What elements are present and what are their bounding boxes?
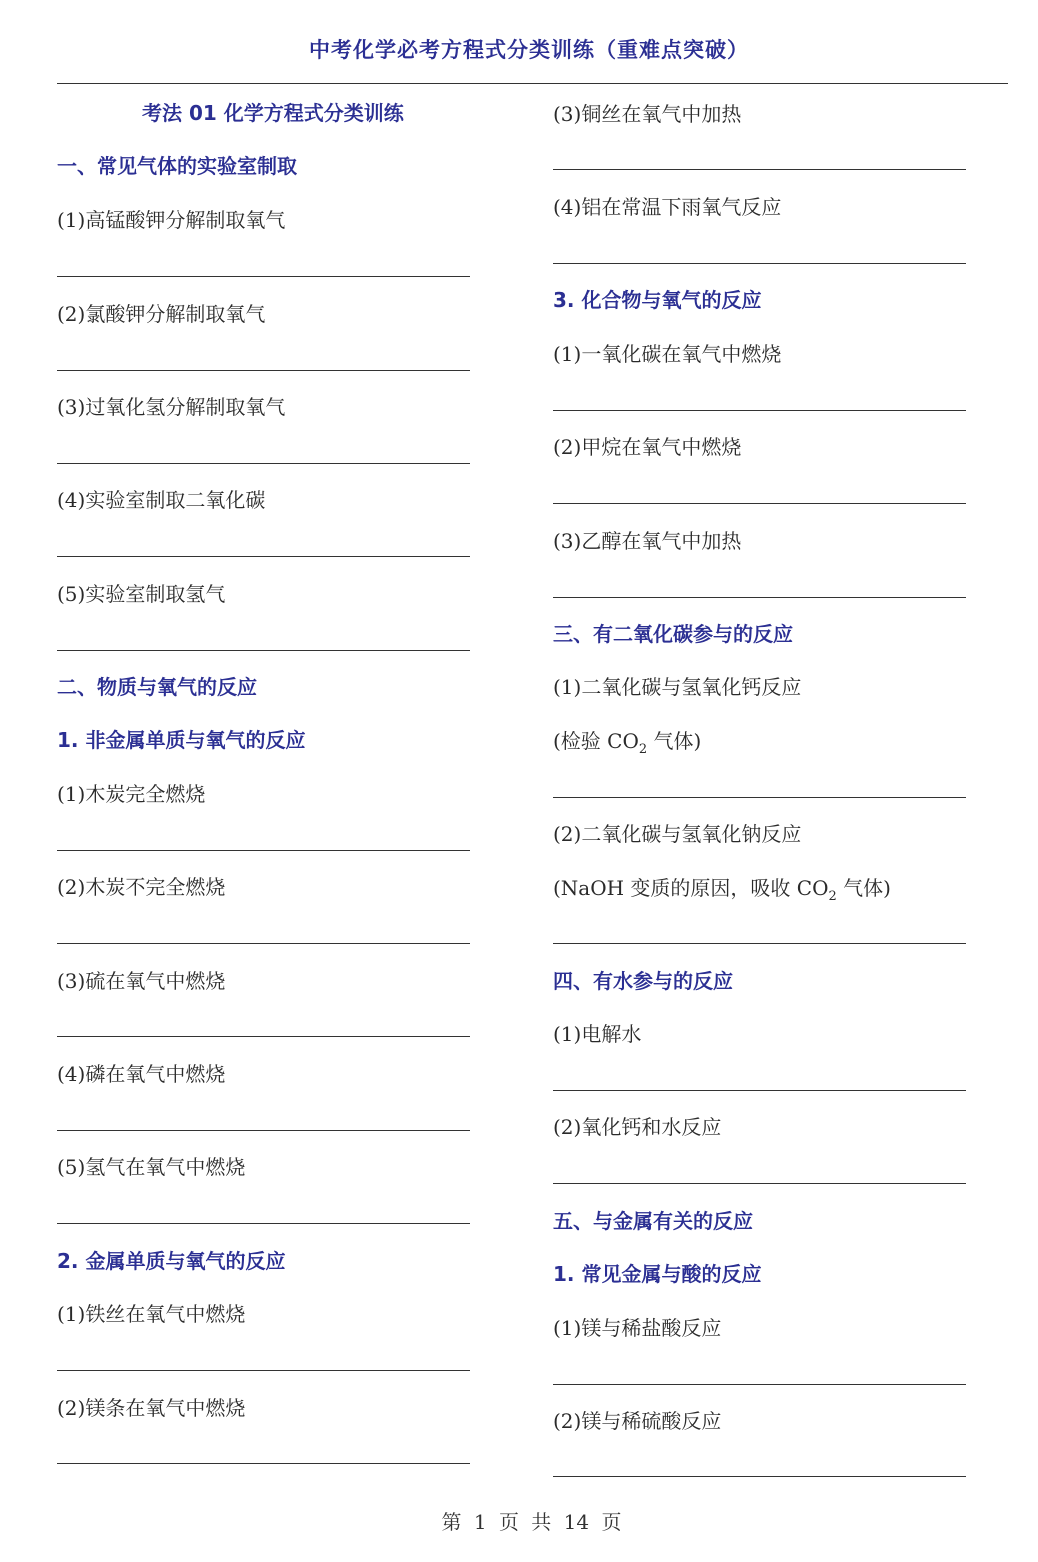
question-note bbox=[553, 725, 701, 757]
answer-line[interactable] bbox=[553, 943, 966, 944]
section-heading: 五、与金属有关的反应 bbox=[553, 1209, 753, 1233]
answer-line[interactable] bbox=[57, 650, 470, 651]
header-divider bbox=[57, 83, 1008, 84]
answer-line[interactable] bbox=[553, 263, 966, 264]
question-item: (4)铝在常温下雨氧气反应 bbox=[553, 195, 782, 219]
question-item: (1)高锰酸钾分解制取氧气 bbox=[57, 208, 286, 232]
question-item: (3)硫在氧气中燃烧 bbox=[57, 969, 226, 993]
subscript: 2 bbox=[828, 889, 837, 904]
question-item: (2)木炭不完全燃烧 bbox=[57, 875, 226, 899]
note-text: 气体) bbox=[836, 876, 891, 900]
column-title: 考法 01 化学方程式分类训练 bbox=[142, 101, 404, 125]
answer-line[interactable] bbox=[57, 1036, 470, 1037]
question-item: (3)铜丝在氧气中加热 bbox=[553, 102, 742, 126]
subsection-heading: 1. 常见金属与酸的反应 bbox=[553, 1262, 762, 1286]
answer-line[interactable] bbox=[57, 370, 470, 371]
question-item: (1)一氧化碳在氧气中燃烧 bbox=[553, 342, 782, 366]
note-text: (检验 CO bbox=[553, 729, 639, 753]
answer-line[interactable] bbox=[553, 1183, 966, 1184]
question-item: (3)过氧化氢分解制取氧气 bbox=[57, 395, 286, 419]
answer-line[interactable] bbox=[553, 1476, 966, 1477]
answer-line[interactable] bbox=[57, 1223, 470, 1224]
answer-line[interactable] bbox=[553, 169, 966, 170]
question-item: (2)氧化钙和水反应 bbox=[553, 1115, 722, 1139]
question-item: (2)氯酸钾分解制取氧气 bbox=[57, 302, 266, 326]
subsection-heading: 3. 化合物与氧气的反应 bbox=[553, 288, 762, 312]
question-item: (5)氢气在氧气中燃烧 bbox=[57, 1155, 246, 1179]
question-note bbox=[553, 872, 891, 904]
question-item: (2)镁条在氧气中燃烧 bbox=[57, 1396, 246, 1420]
answer-line[interactable] bbox=[57, 1463, 470, 1464]
page-header-title: 中考化学必考方程式分类训练（重难点突破） bbox=[309, 38, 749, 62]
question-item: (1)铁丝在氧气中燃烧 bbox=[57, 1302, 246, 1326]
answer-line[interactable] bbox=[553, 1384, 966, 1385]
question-item: (2)甲烷在氧气中燃烧 bbox=[553, 435, 742, 459]
question-item: (1)二氧化碳与氢氧化钙反应 bbox=[553, 675, 802, 699]
section-heading: 四、有水参与的反应 bbox=[553, 969, 733, 993]
answer-line[interactable] bbox=[553, 410, 966, 411]
subsection-heading: 1. 非金属单质与氧气的反应 bbox=[57, 728, 306, 752]
answer-line[interactable] bbox=[553, 503, 966, 504]
answer-line[interactable] bbox=[553, 597, 966, 598]
question-item: (1)镁与稀盐酸反应 bbox=[553, 1316, 722, 1340]
answer-line[interactable] bbox=[57, 1370, 470, 1371]
subsection-heading: 2. 金属单质与氧气的反应 bbox=[57, 1249, 286, 1273]
answer-line[interactable] bbox=[553, 1090, 966, 1091]
question-item: (2)镁与稀硫酸反应 bbox=[553, 1409, 722, 1433]
answer-line[interactable] bbox=[57, 463, 470, 464]
note-text: 气体) bbox=[647, 729, 702, 753]
answer-line[interactable] bbox=[57, 276, 470, 277]
section-heading: 一、常见气体的实验室制取 bbox=[57, 154, 297, 178]
answer-line[interactable] bbox=[553, 797, 966, 798]
question-item: (4)磷在氧气中燃烧 bbox=[57, 1062, 226, 1086]
question-item: (2)二氧化碳与氢氧化钠反应 bbox=[553, 822, 802, 846]
section-heading: 二、物质与氧气的反应 bbox=[57, 675, 257, 699]
page-number: 第 1 页 共 14 页 bbox=[441, 1510, 622, 1534]
answer-line[interactable] bbox=[57, 850, 470, 851]
subscript: 2 bbox=[638, 742, 648, 757]
question-item: (1)电解水 bbox=[553, 1022, 642, 1046]
answer-line[interactable] bbox=[57, 943, 470, 944]
answer-line[interactable] bbox=[57, 1130, 470, 1131]
question-item: (3)乙醇在氧气中加热 bbox=[553, 529, 742, 553]
question-item: (1)木炭完全燃烧 bbox=[57, 782, 206, 806]
section-heading: 三、有二氧化碳参与的反应 bbox=[553, 622, 793, 646]
note-text: (NaOH 变质的原因，吸收 CO bbox=[553, 876, 829, 900]
question-item: (4)实验室制取二氧化碳 bbox=[57, 488, 266, 512]
answer-line[interactable] bbox=[57, 556, 470, 557]
question-item: (5)实验室制取氢气 bbox=[57, 582, 226, 606]
